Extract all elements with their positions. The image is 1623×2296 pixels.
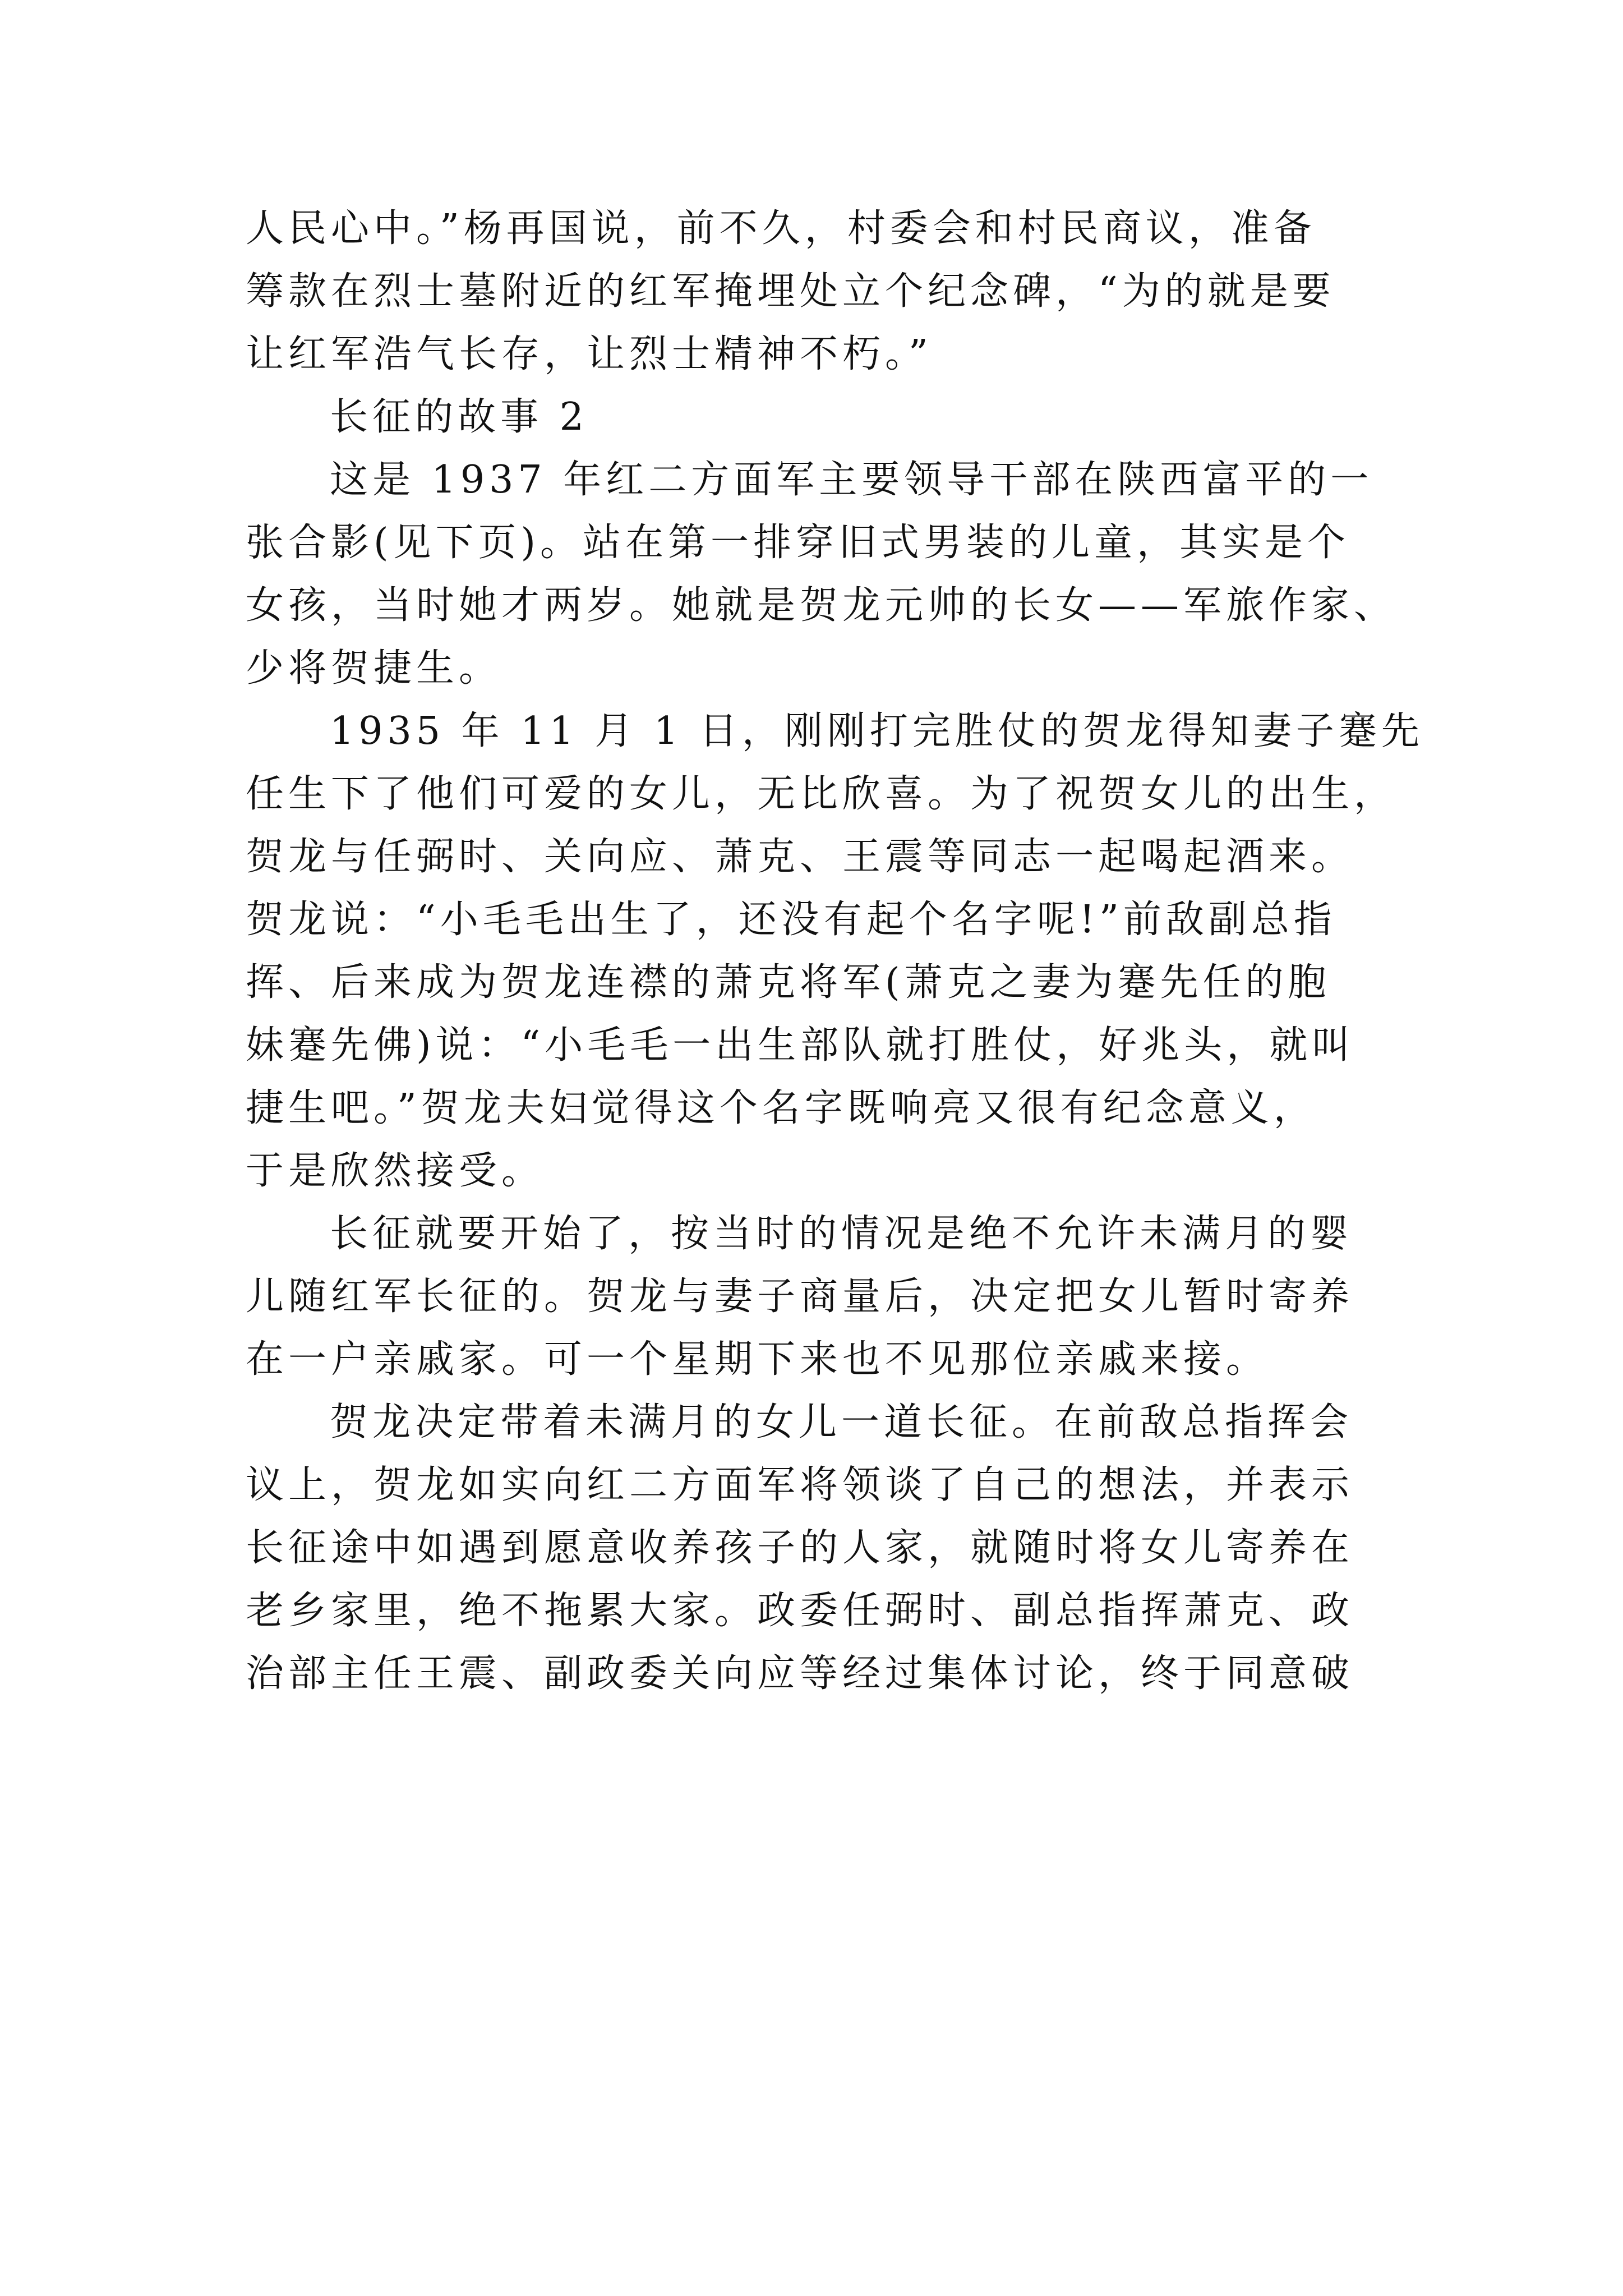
text-line: 儿随红军长征的。贺龙与妻子商量后，决定把女儿暂时寄养 [246,1274,1354,1319]
paragraph [246,700,1424,1203]
text-line: 议上，贺龙如实向红二方面军将领谈了自己的想法，并表示 [246,1463,1354,1507]
text-line: 在一户亲戚家。可一个星期下来也不见那位亲戚来接。 [246,1337,1269,1382]
text-line: 挥、后来成为贺龙连襟的萧克将军(萧克之妻为蹇先任的胞 [246,960,1331,1005]
text-line: 让红军浩气长存，让烈士精神不朽。” [246,332,933,376]
text-line: 长征途中如遇到愿意收养孩子的人家，就随时将女儿寄养在 [246,1526,1354,1570]
text-line: 捷生吧。”贺龙夫妇觉得这个名字既响亮又很有纪念意义， [246,1086,1316,1130]
text-line: 贺龙说：“小毛毛出生了，还没有起个名字呢!”前敌副总指 [246,898,1336,942]
text-line: 治部主任王震、副政委关向应等经过集体讨论，终于同意破 [246,1651,1354,1696]
paragraph [246,449,1397,700]
section-heading [246,386,1390,449]
paragraph-continued [246,197,1390,386]
paragraph [246,1391,1390,1705]
text-line: 长征就要开始了，按当时的情况是绝不允许未满月的婴 [330,1212,1353,1256]
text-line: 这是 1937 年红二方面军主要领导干部在陕西富平的一 [330,458,1373,502]
text-line: 于是欣然接受。 [246,1149,545,1193]
paragraph [246,1203,1390,1391]
text-line: 贺龙与任弼时、关向应、萧克、王震等同志一起喝起酒来。 [246,835,1354,879]
section-heading-text: 长征的故事 2 [330,395,588,439]
text-line: 1935 年 11 月 1 日，刚刚打完胜仗的贺龙得知妻子蹇先 [330,709,1424,753]
text-line: 张合影(见下页)。站在第一排穿旧式男装的儿童，其实是个 [246,521,1350,565]
text-line: 人民心中。”杨再国说，前不久，村委会和村民商议，准备 [246,206,1316,251]
text-line: 少将贺捷生。 [246,646,502,691]
text-line: 妹蹇先佛)说：“小毛毛一出生部队就打胜仗，好兆头，就叫 [246,1023,1355,1068]
text-line: 女孩，当时她才两岁。她就是贺龙元帅的长女——军旅作家、 [246,583,1397,628]
document-body [246,197,1424,1705]
text-line: 老乡家里，绝不拖累大家。政委任弼时、副总指挥萧克、政 [246,1589,1354,1633]
text-line: 筹款在烈士墓附近的红军掩埋处立个纪念碑，“为的就是要 [246,269,1335,314]
text-line: 贺龙决定带着未满月的女儿一道长征。在前敌总指挥会 [330,1400,1353,1444]
text-line: 任生下了他们可爱的女儿，无比欣喜。为了祝贺女儿的出生， [246,772,1397,816]
